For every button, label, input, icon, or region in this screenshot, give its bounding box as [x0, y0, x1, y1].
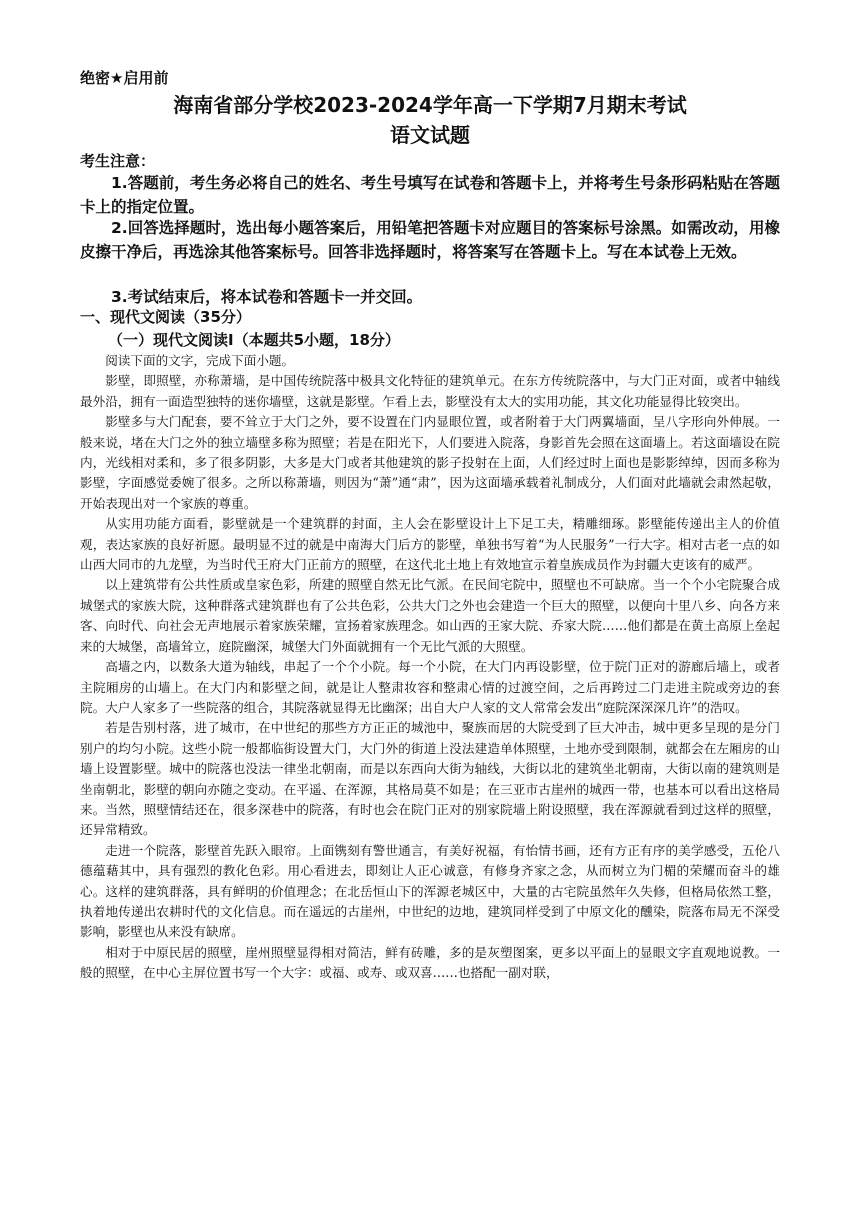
passage-paragraph: 高墙之内，以数条大道为轴线，串起了一个个小院。每一个小院，在大门内再设影壁，位于院门正对的游廊后墙上，或者主院厢房的山墙上。在大门内和影壁之间，就是让人整肃妆容和整肃心情的过渡空间，之后再跨过二门走进主院或旁边的套院。大户人家多了一些院落的组合，其院落就显得无比幽深；出自大户人家的文人常常会发出“庭院深深深几许”的浩叹。 — [80, 659, 780, 715]
passage-paragraph: 走进一个院落，影壁首先跃入眼帘。上面镌刻有警世通言，有美好祝福，有怡情书画，还有方正有序的美学感受，五伦八德蕴藉其中，具有强烈的教化色彩。用心看进去，即刻让人正心诚意，有修身齐家之念，从而树立为门楣的荣耀而奋斗的雄心。这样的建筑群落，具有鲜明的价值理念；在北岳恒山下的浑源老城区中，大量的古宅院虽然年久失修，但格局依然工整，执着地传递出农耕时代的文化信息。而在遥远的古崖州，中世纪的边地，建筑同样受到了中原文化的醺染，院落布局无不深受影响，影壁也从来没有缺席。 — [80, 842, 780, 940]
reading-passage — [80, 351, 780, 984]
exam-title: 海南省部分学校2023-2024学年高一下学期7月期末考试 — [173, 93, 687, 117]
section-heading: 一、现代文阅读（35分） — [80, 308, 251, 326]
confidential-label: 绝密★启用前 — [80, 69, 169, 87]
notice-item-3: 3.考试结束后，将本试卷和答题卡一并交回。 — [111, 288, 423, 306]
passage-paragraph: 相对于中原民居的照壁，崖州照壁显得相对简洁，鲜有砖雕，多的是灰塑图案，更多以平面上的显眼文字直观地说教。一般的照壁，在中心主屏位置书写一个大字：或福、或寿、或双喜……也搭配一副对联， — [80, 944, 780, 981]
passage-paragraph: 若是告别村落，进了城市，在中世纪的那些方方正正的城池中，聚族而居的大院受到了巨大冲击，城中更多呈现的是分门别户的均匀小院。这些小院一般都临街设置大门，大门外的街道上没法建造单体照壁，土地亦受到限制，就都会在左厢房的山墙上设置影壁。城中的院落也没法一律坐北朝南，而是以东西向大街为轴线，大街以北的建筑坐北朝南，大街以南的建筑则是坐南朝北，影壁的朝向亦随之变动。在平遥、在浑源，其格局莫不如是；在三亚市古崖州的城西一带，也基本可以看出这格局来。当然，照壁情结还在，很多深巷中的院落，有时也会在院门正对的别家院墙上附设照壁，我在浑源就看到过这样的照壁，还异常精致。 — [80, 720, 780, 838]
subsection-heading: （一）现代文阅读Ⅰ（本题共5小题，18分） — [108, 331, 400, 349]
notice-item-2: 2.回答选择题时，选出每小题答案后，用铅笔把答题卡对应题目的答案标号涂黑。如需改动，用橡皮擦干净后，再选涂其他答案标号。回答非选择题时，将答案写在答题卡上。写在本试卷上无效。 — [80, 219, 780, 261]
exam-subject: 语文试题 — [390, 123, 470, 147]
passage-paragraph: 影壁，即照壁，亦称萧墙，是中国传统院落中极具文化特征的建筑单元。在东方传统院落中，与大门正对面，或者中轴线最外沿，拥有一面造型独特的迷你墙壁，这就是影壁。乍看上去，影壁没有太大的实用功能，其文化功能显得比较突出。 — [80, 373, 780, 409]
notice-heading: 考生注意： — [80, 152, 156, 170]
notice-item-1: 1.答题前，考生务必将自己的姓名、考生号填写在试卷和答题卡上，并将考生号条形码粘贴在答题卡上的指定位置。 — [80, 174, 780, 216]
passage-instruction: 阅读下面的文字，完成下面小题。 — [105, 353, 295, 368]
passage-paragraph: 影壁多与大门配套，要不耸立于大门之外，要不设置在门内显眼位置，或者附着于大门两翼墙面，呈八字形向外伸展。一般来说，堵在大门之外的独立墙壁多称为照壁；若是在阳光下，人们要进入院落，身影首先会照在这面墙上。若这面墙设在院内，光线相对柔和，多了很多阴影，大多是大门或者其他建筑的影子投射在上面，人们经过时上面也是影影绰绰，因而多称为影壁，字面感觉委婉了很多。之所以称萧墙，则因为“萧”通“肃”，因为这面墙承载着礼制成分，人们面对此墙就会肃然起敬，开始表现出对一个家族的尊重。 — [80, 414, 780, 511]
passage-paragraph: 从实用功能方面看，影壁就是一个建筑群的封面，主人会在影壁设计上下足工夫，精雕细琢。影壁能传递出主人的价值观，表达家族的良好祈愿。最明显不过的就是中南海大门后方的影壁，单独书写着“为人民服务”一行大字。相对古老一点的如山西大同市的九龙壁，为当时代王府大门正前方的照壁，在这代北土地上有效地宣示着皇族成员作为封疆大吏该有的威严。 — [80, 516, 780, 573]
passage-paragraph: 以上建筑带有公共性质或皇家色彩，所建的照壁自然无比气派。在民间宅院中，照壁也不可缺席。当一个个小宅院聚合成城堡式的家族大院，这种群落式建筑群也有了公共色彩，公共大门之外也会建造一个巨大的照壁，以便向十里八乡、向各方来客、向时代、向社会无声地展示着家族荣耀，宣扬着家族理念。如山西的王家大院、乔家大院……他们都是在黄土高原上垒起来的大城堡，高墙耸立，庭院幽深，城堡大门外面就拥有一个无比气派的大照壁。 — [80, 577, 780, 654]
